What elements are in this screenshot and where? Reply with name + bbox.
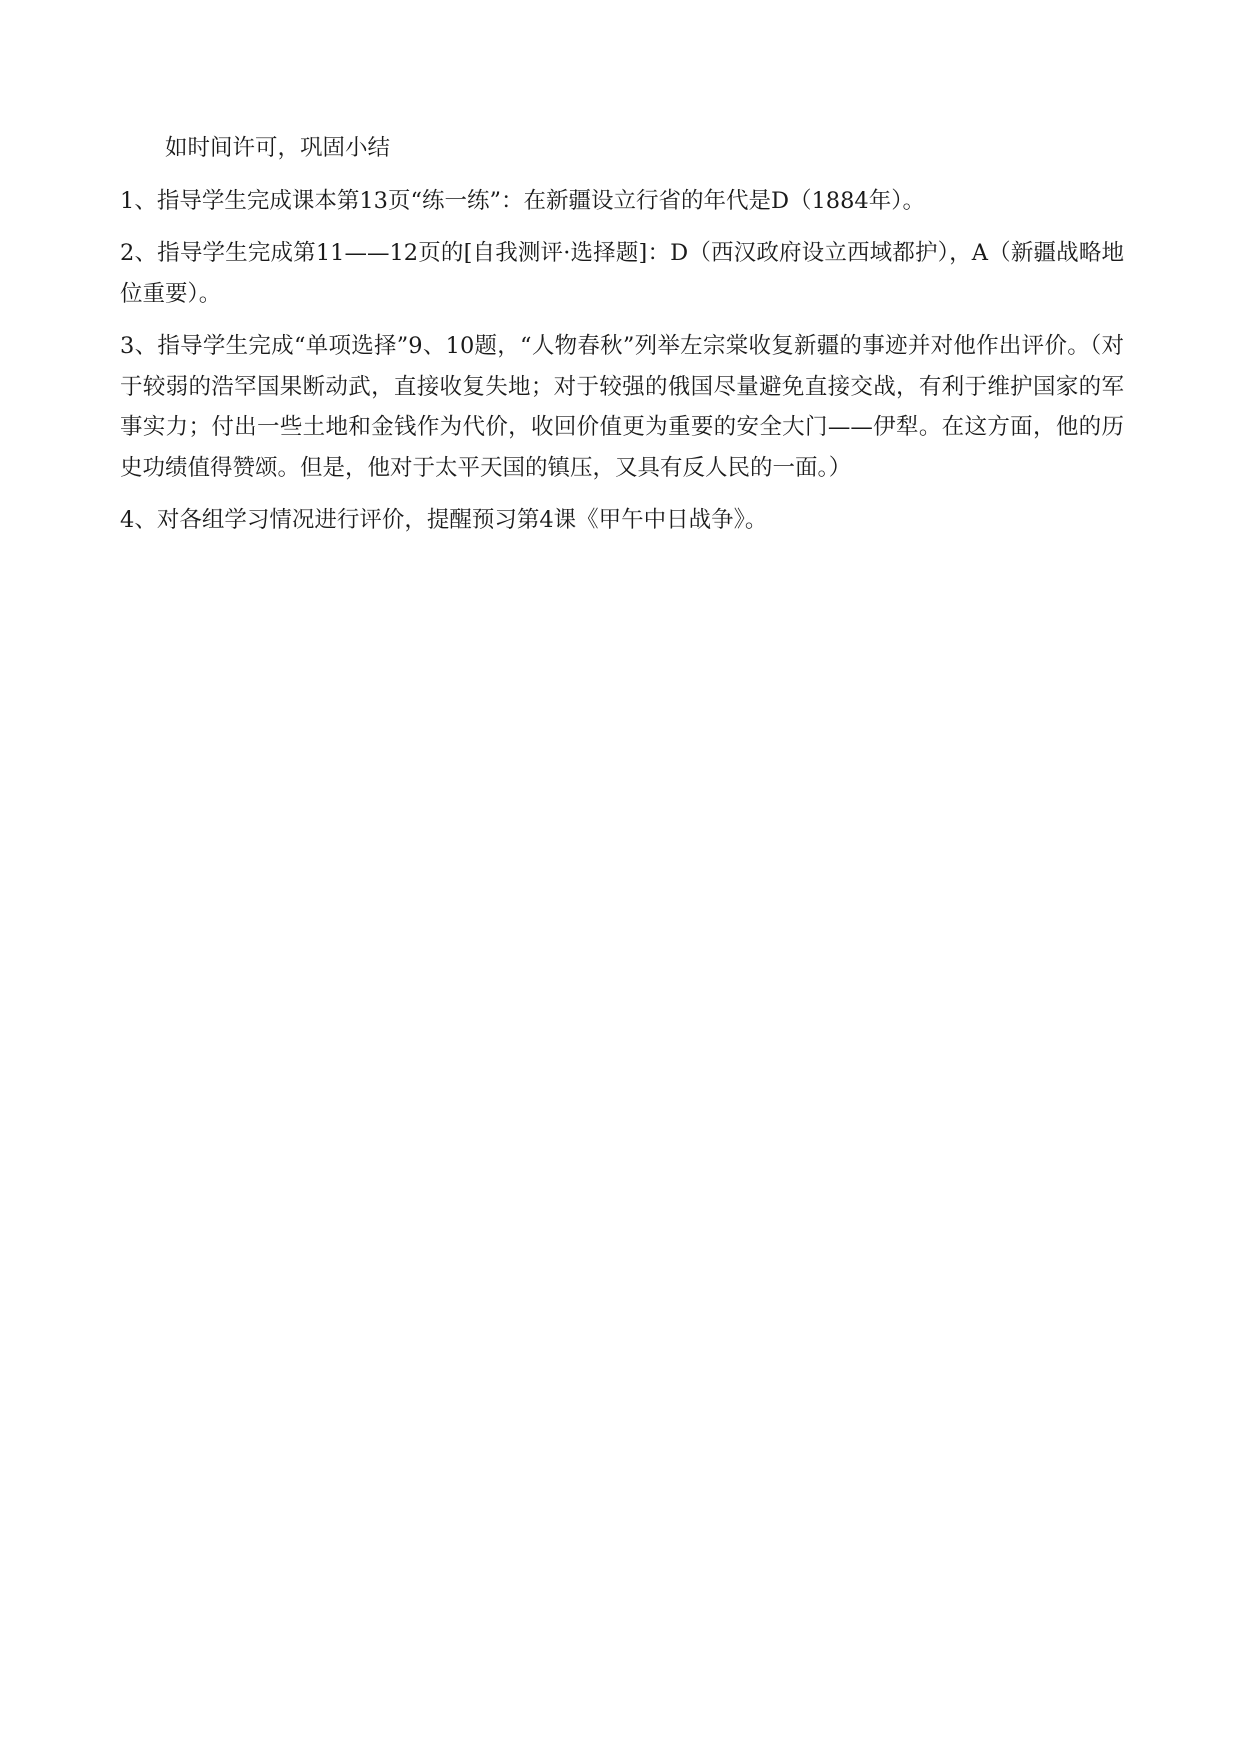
list-item-4: 4、对各组学习情况进行评价，提醒预习第4课《甲午中日战争》。 [120, 507, 768, 533]
list-item-3: 3、指导学生完成“单项选择”9、10题，“人物春秋”列举左宗棠收复新疆的事迹并对他作出评价。（对于较弱的浩罕国果断动武，直接收复失地；对于较强的俄国尽量避免直接交战，有利于维护国家的军事实力；付出一些土地和金钱作为代价，收回价值更为重要的安全大门——伊犁。在这方面，他的历史功绩值得赞颂。但是，他对于太平天国的镇压，又具有反人民的一面。） [120, 333, 1124, 481]
document-body [120, 128, 1124, 553]
list-item-2: 2、指导学生完成第11——12页的[自我测评·选择题]：D（西汉政府设立西域都护），A（新疆战略地位重要）。 [120, 240, 1124, 307]
list-item-1: 1、指导学生完成课本第13页“练一练”：在新疆设立行省的年代是D（1884年）。 [120, 187, 926, 214]
intro-paragraph: 如时间许可，巩固小结 [165, 135, 391, 161]
